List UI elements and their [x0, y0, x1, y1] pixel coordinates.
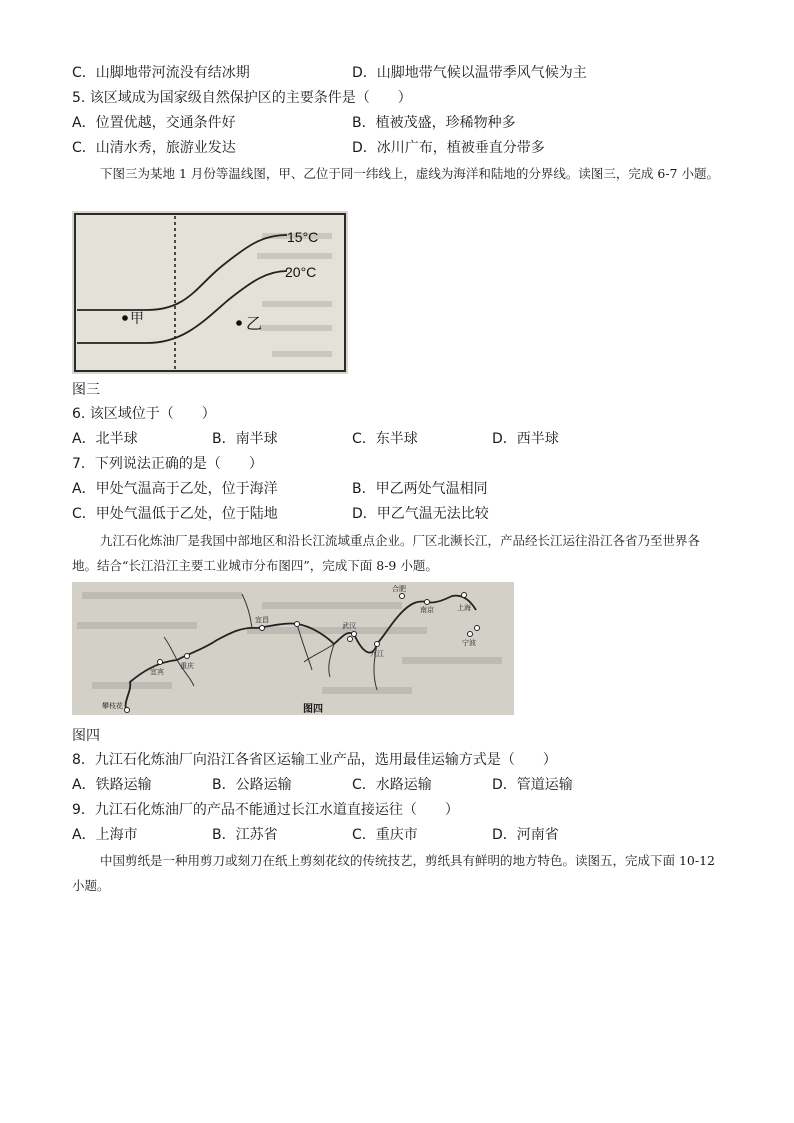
intro-figure-5: 中国剪纸是一种用剪刀或刻刀在纸上剪刻花纹的传统技艺，剪纸具有鲜明的地方特色。读图五，完成下面 10-12 小题。 [72, 853, 716, 893]
q8-option-b: B．公路运输 [212, 777, 292, 793]
isotherm-20-label: 20°C [285, 264, 317, 280]
figure-3-isotherm-map [72, 211, 348, 374]
intro-figure-3: 下图三为某地 1 月份等温线图，甲、乙位于同一纬线上，虚线为海洋和陆地的分界线。读图三，完成 6-7 小题。 [100, 166, 719, 181]
figure-4-label: 图四 [72, 728, 100, 744]
point-yi-label: 乙 [246, 316, 263, 333]
q4-option-c: C．山脚地带河流没有结冰期 [72, 65, 250, 81]
city-jiujiang: 九江 [370, 651, 384, 658]
q7-option-b: B．甲乙两处气温相同 [352, 481, 488, 497]
city-chongqing: 重庆 [180, 663, 194, 670]
q7-stem: 7．下列说法正确的是（ ） [72, 456, 263, 472]
q8-stem: 8．九江石化炼油厂向沿江各省区运输工业产品，选用最佳运输方式是（ ） [72, 752, 557, 768]
point-jia-marker [122, 315, 128, 321]
q9-option-a: A．上海市 [72, 827, 138, 843]
q7-option-a: A．甲处气温高于乙处，位于海洋 [72, 481, 278, 497]
q6-stem: 6. 该区域位于（ ） [72, 406, 216, 422]
q9-stem: 9．九江石化炼油厂的产品不能通过长江水道直接运往（ ） [72, 802, 459, 818]
q9-option-c: C．重庆市 [352, 827, 418, 843]
q6-option-d: D．西半球 [492, 431, 559, 447]
city-shanghai: 上海 [457, 605, 471, 612]
q6-option-b: B．南半球 [212, 431, 278, 447]
figure-4-yangtze-map [72, 582, 514, 715]
figure-3-label: 图三 [72, 382, 100, 398]
q8-option-d: D．管道运输 [492, 777, 573, 793]
q6-option-c: C．东半球 [352, 431, 418, 447]
q8-option-a: A．铁路运输 [72, 777, 152, 793]
q9-option-b: B．江苏省 [212, 827, 278, 843]
isotherm-15-label: 15°C [287, 229, 319, 245]
city-yibin: 宜宾 [150, 669, 164, 676]
point-jia-label: 甲 [130, 310, 144, 326]
city-yichang: 宜昌 [255, 617, 269, 624]
q9-option-d: D．河南省 [492, 827, 559, 843]
q5-stem: 5. 该区域成为国家级自然保护区的主要条件是（ ） [72, 90, 412, 106]
city-wuhan: 武汉 [342, 623, 356, 630]
city-panzhihua: 攀枝花 [102, 703, 123, 710]
q5-option-d: D．冰川广布，植被垂直分带多 [352, 140, 545, 156]
city-nanjing: 南京 [420, 607, 434, 614]
city-hefei: 合肥 [392, 586, 406, 593]
figure-4-caption: 图四 [303, 704, 323, 715]
point-yi-marker [236, 320, 242, 326]
q8-option-c: C．水路运输 [352, 777, 432, 793]
q5-option-a: A．位置优越，交通条件好 [72, 115, 236, 131]
intro-figure-4: 九江石化炼油厂是我国中部地区和沿长江流域重点企业。厂区北濒长江，产品经长江运往沿江各省乃至世界各地。结合“长江沿江主要工业城市分布图四”，完成下面 8-9 小题。 [72, 533, 701, 573]
q5-option-b: B．植被茂盛，珍稀物种多 [352, 115, 516, 131]
city-ningbo: 宁波 [462, 640, 476, 647]
q7-option-c: C．甲处气温低于乙处，位于陆地 [72, 506, 278, 522]
q5-option-c: C．山清水秀，旅游业发达 [72, 140, 236, 156]
q4-option-d: D．山脚地带气候以温带季风气候为主 [352, 65, 587, 81]
q6-option-a: A．北半球 [72, 431, 138, 447]
q7-option-d: D．甲乙气温无法比较 [352, 506, 489, 522]
figure-4-background [72, 582, 514, 715]
